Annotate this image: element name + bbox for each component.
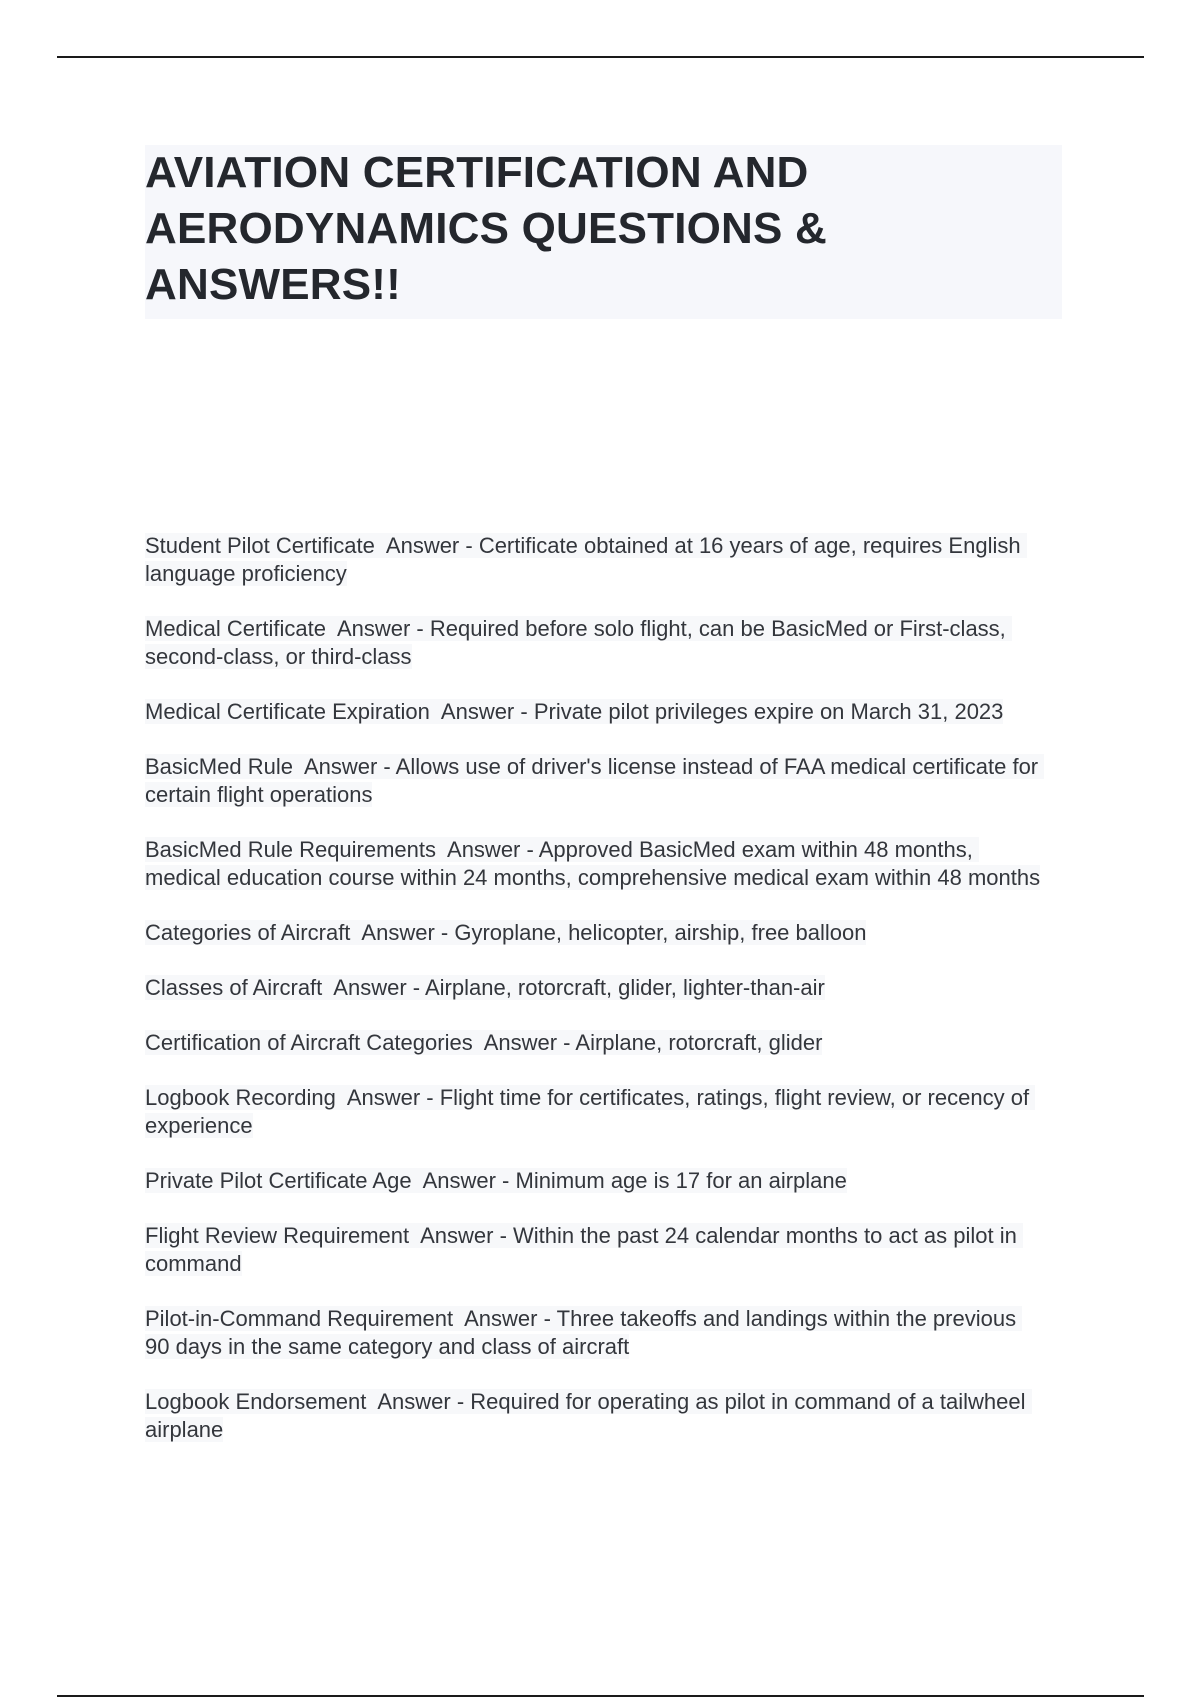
- qa-item: [145, 1388, 1045, 1444]
- qa-item: [145, 836, 1045, 892]
- qa-item: [145, 1167, 1045, 1195]
- qa-item: [145, 532, 1045, 588]
- qa-text: Medical Certificate Expiration Answer - Private pilot privileges expire on March 31, 2023: [145, 699, 1004, 724]
- qa-item: [145, 1084, 1045, 1140]
- qa-text: Classes of Aircraft Answer - Airplane, rotorcraft, glider, lighter-than-air: [145, 975, 825, 1000]
- title-block: [145, 145, 1062, 319]
- qa-text: Student Pilot Certificate Answer - Certificate obtained at 16 years of age, requires English language proficiency: [145, 533, 1027, 586]
- qa-text: Certification of Aircraft Categories Answer - Airplane, rotorcraft, glider: [145, 1030, 823, 1055]
- qa-text: Categories of Aircraft Answer - Gyroplane, helicopter, airship, free balloon: [145, 920, 867, 945]
- qa-list: [145, 532, 1045, 1471]
- bottom-rule: [57, 1695, 1144, 1697]
- top-rule: [57, 56, 1144, 58]
- qa-text: Logbook Endorsement Answer - Required for operating as pilot in command of a tailwheel airplane: [145, 1389, 1032, 1442]
- qa-text: BasicMed Rule Requirements Answer - Approved BasicMed exam within 48 months, medical education course within 24 months, comprehensive medical exam within 48 months: [145, 837, 1041, 890]
- qa-text: Pilot-in-Command Requirement Answer - Three takeoffs and landings within the previous 90 days in the same category and class of aircraft: [145, 1306, 1023, 1359]
- qa-item: [145, 1222, 1045, 1278]
- qa-text: Private Pilot Certificate Age Answer - Minimum age is 17 for an airplane: [145, 1168, 847, 1193]
- qa-item: [145, 615, 1045, 671]
- qa-text: Logbook Recording Answer - Flight time for certificates, ratings, flight review, or recency of experience: [145, 1085, 1036, 1138]
- qa-item: [145, 698, 1045, 726]
- qa-item: [145, 974, 1045, 1002]
- qa-text: Flight Review Requirement Answer - Within the past 24 calendar months to act as pilot in command: [145, 1223, 1023, 1276]
- qa-item: [145, 1305, 1045, 1361]
- document-title: AVIATION CERTIFICATION AND AERODYNAMICS QUESTIONS & ANSWERS!!: [145, 148, 827, 309]
- qa-item: [145, 919, 1045, 947]
- qa-item: [145, 1029, 1045, 1057]
- qa-text: BasicMed Rule Answer - Allows use of driver's license instead of FAA medical certificate for certain flight operations: [145, 754, 1045, 807]
- qa-item: [145, 753, 1045, 809]
- qa-text: Medical Certificate Answer - Required before solo flight, can be BasicMed or First-class, second-class, or third-class: [145, 616, 1012, 669]
